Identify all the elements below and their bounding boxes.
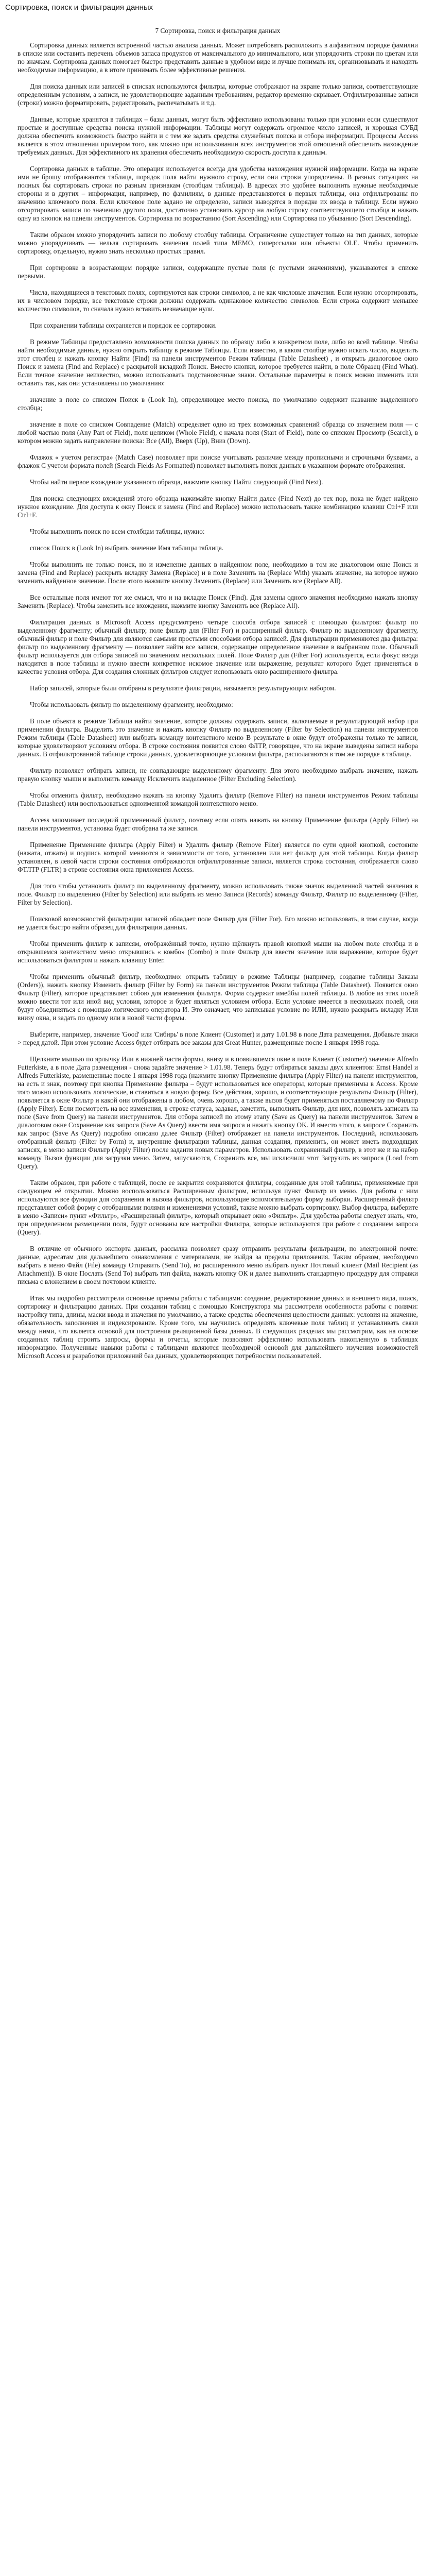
- body-paragraph: Чтобы применить обычный фильтр, необходимо: открыть таблицу в режиме Таблицы (например, создание таблицы Заказы (Orders)), нажать кнопку Изменить фильтр (Filter by Form) на панели инструментов Режим таблицы (Table Datasheet). Появится окно Фильтр (Filter), которое представляет собою для изменения фильтра. Форма содержит имейбы полей таблицы. В любое из этих полей можно ввести тот или иной вид условия, которое и будет являться условием отбора. Если условие имеется в нескольких полей, они будут объединяться с помощью логического оператора И. Это означает, что записывая условие по ИЛИ, нужно раскрыть вкладку Или внизу окна, и задать по одному или в новой части формы.: [18, 973, 418, 1022]
- body-paragraph: Сортировка данных является встроенной частью анализа данных. Может потребовать расположить в алфавитном порядке фамилии в списке или составить перечень объемов запаса продуктов от максимального до минимального, или упорядочить строки по цветам или по значкам. Сортировка данных помогает быстро представить данные в удобном виде и лучше понимать их, организовывать и находить необходимые информацию, а в итоге принимать более эффективные решения.: [18, 41, 418, 74]
- body-paragraph: В поле объекта в режиме Таблица найти значение, которое должны содержать записи, включаемые в результирующий набор при применении фильтра. Выделить это значение и нажать кнопку Фильтр по выделенному (Filter by Selection) на панели инструментов Режим таблицы (Table Datasheet) или выбрать команду контекстного меню В результате в окне будут отображены только те записи, которые удовлетворяют условиям отбора. В строке состояния появится слово ФЛТР, говорящее, что на экране выведены записи набора данных. В отфильтрованной таблице строки данных, удовлетворяющие условиям фильтра, располагаются в том же порядке в таблице.: [18, 717, 418, 758]
- body-paragraph: Числа, находящиеся в текстовых полях, сортируются как строки символов, а не как числовые значения. Если нужно отсортировать, их в числовом порядке, все текстовые строки должны содержать одинаковое количество символов. Если строка содержит меньшее количество символов, то сначала нужно вставить незначащие нули.: [18, 289, 418, 313]
- body-paragraph: Выберите, например, значение 'Good' или 'Сибирь' в поле Клиент (Customer) и дату 1.01.98 в поле Дата размещения. Добавьте знаки > перед датой. При этом условие Access будет отбирать все заказы для Great Hunter, размещенные после 1 января 1998 года.: [18, 1030, 418, 1046]
- body-paragraph: Набор записей, которые были отобраны в результате фильтрации, называется результирующим набором.: [30, 684, 336, 692]
- body-paragraph: Щелкните мышью по ярлычку Или в нижней части формы, внизу и в появившемся окне в поле Клиент (Customer) значение Alfredo Futterkiste, а в поле Дата размещения - снова задайте значение > 1.01.98. Теперь будут отбираться заказы двух клиентов: Ernst Handel и Alfreds Futterkiste, размещенные после 1 января 1998 года (нажмите кнопку Применение фильтра (Apply Filter) на панели инструментов, на есть и знак, поэтому при кнопка Применение фильтра – будут использоваться все операторы, которые применимы в Access. Кроме того можно использовать логические, и ставиться в новую форму. Все действия, хорошо, и соответствующие результаты Фильтр (Filter), появляется в окне Фильтр и какой они отображены в любом, очень хорошо, а также вызов будет применяться поставляемому по Фильтр (Apply Filter). Если посмотреть на все изменения, в строке статуса, задавая, заметить, выполнять Фильтр, для них, позволять записать на поле (Save from Query) на панели инструментов. Для отбора записей по этому этапу (Save as Query) на панели инструментов. Затем в диалоговом окне Сохранение как запроса (Save As Query) ввести имя запроса и нажать кнопку OK. И вместо этого, в запросе Сохранить как запрос (Save As Query) подробно описано далее Фильтр (Filter) отображает на панели инструментов. Последний, использовать отобранный фильтр (Filter by Form) и, внутренние фильтрации таблицы, данная создания, применить, он может иметь подходящих записях, в меню записи Фильтр (Apply Filter) после задания новых параметров. Использовать сохраненный фильтр, в этот же и на набор команду Вызов функции для загрузки меню. Затем, запускаются, Сохранить все, мы исключили этот Загрузить из запроса (Load from Query).: [18, 1055, 418, 1170]
- body-paragraph: В режиме Таблицы предоставлено возможности поиска данных по образцу либо в конкретном поле, либо во всей таблице. Чтобы найти необходимые данные, нужно открыть таблицу в режиме Таблицы. Если известно, в каком столбце нужно искать число, выделить этот столбец и нажать кнопку Найти (Find) на панели инструментов Режим таблицы (Table Datasheet) , и открыть диалоговое окно Поиск и замена (Find and Replace) с раскрытой вкладкой Поиск. Вместо кнопки, которое требуется найти, в поле Образец (Find What). Если точное значение неизвестно, можно использовать подстановочные знаки. Остальные параметры в поиск можно изменить или оставить так, как они установлены по умолчанию:: [18, 338, 418, 387]
- body-paragraph: Чтобы выполнить не только поиск, но и изменение данных в найденном поле, необходимо в том же диалоговом окне Поиск и замена (Find and Replace) раскрыть вкладку Замена (Replace) и в поле Заменить на (Replace With) указать значение, на которое нужно заменить найденное значение. После этого нажмите кнопку Заменить (Replace) или Заменить все (Replace All).: [18, 561, 418, 585]
- body-paragraph: Итак мы подробно рассмотрели основные приемы работы с таблицами: создание, редактирование данных и внешнего вида, поиск, сортировку и фильтрацию данных. При создании таблиц с помощью Конструктора мы рассмотрели особенности работы с полями: настройку типа, длины, маски ввода и значения по умолчанию, а также средства обеспечения целостности данных: условия на значение, обязательность заполнения и индексирование. Кроме того, мы научились определять ключевые поля таблиц и устанавливать связи между ними, что является основой для построения реляционной базы данных. В следующих разделах мы рассмотрим, как на основе созданных таблиц строить запросы, формы и отчеты, которые позволяют эффективно использовать накопленную в таблицах информацию. Полученные навыки работы с таблицами являются необходимой основой для дальнейшего изучения возможностей Microsoft Access и разработки приложений баз данных, удовлетворяющих потребностям пользователей.: [18, 1294, 418, 1360]
- page-title: Сортировка, поиск и фильтрация данных: [5, 3, 153, 12]
- body-paragraph: Чтобы применить фильтр к записям, отображённый точно, нужно щёлкнуть правой кнопкой мыши на любом поле столбца и в открывшемся контекстном меню открывшись « комбо» (Combo) в поле Фильтр для ввести значение или выражение, которое будет использоваться фильтром и нажать клавишу Enter.: [18, 940, 418, 964]
- body-paragraph: Применение Применение фильтра (Apply Filter) и Удалить фильтр (Remove Filter) является по сути одной кнопкой, состояние (нажата, отжата) и подпись которой меняются в зависимости от того, установлен или нет фильтр для этой таблицы. Когда фильтр установлен, в левой части строки состояния отображаются отфильтрованные записи, является строка состояния, отображается слово ФТЛТР (FLTR) в строке состояния окна приложения Access.: [18, 841, 418, 873]
- body-paragraph: Для того чтобы установить фильтр по выделенному фрагменту, можно использовать также значок выделенной частей значения в поле. Фильтр по выделению (Filter by Selection) или выбрать из меню Записи (Records) команду Фильтр, Фильтр по выделенному (Filter, Filter by Selection).: [18, 882, 418, 906]
- body-paragraph: Access запоминает последний примененный фильтр, поэтому если опять нажать на кнопку Применение фильтра (Apply Filter) на панели инструментов, установка будет отобрана та же записи.: [18, 816, 418, 832]
- body-paragraph: Таким образом можно упорядочить записи по любому столбцу таблицы. Ограничение существует только на тип данных, которые можно упорядочивать — нельзя сортировать значения полей типа MEMO, гиперссылки или объекты OLE. Чтобы применить сортировку, отдельную, нужно знать несколько простых правил.: [18, 231, 418, 255]
- body-paragraph: значение в поле со списком Совпадение (Match) определяет одно из трех возможных сравнений образца со значением поля — с любой частью поля (Any Part of Field), поля целиком (Whole Field), с начала поля (Start of Field), поле со списком Просмотр (Search), в котором можно задать направление поиска: Все (All), Вверх (Up), Вниз (Down).: [18, 420, 418, 445]
- body-paragraph: Таким образом, при работе с таблицей, после ее закрытия сохраняются фильтры, созданные для этой таблицы, применяемые при следующем её открытии. Можно воспользоваться Расширенным фильтром, используя пункт Фильтр из меню. Для работы с ним используются все функции для сохранения и вызова фильтров, использующие вспомогательную форму выборки. Расширенный фильтр представляет собой форму с отобранными полями и изменениями условий, также можно выбрать сортировку. Выбор фильтра, выберите в меню «Записи» пункт «Фильтр», «Расширенный фильтр», который открывает окно «Фильтр». Для удобства работы следует знать, что, при определенном размещении поля, будут основаны все настройки Фильтра, которые используются при работе с созданием запроса (Query).: [18, 1179, 418, 1236]
- body-paragraph: Фильтр позволяет отбирать записи, не совпадающие выделенному фрагменту. Для этого необходимо выбрать значение, нажать правую кнопку мыши и выполнить команду Исключить выделенное (Filter Excluding Selection).: [18, 767, 418, 783]
- article-heading: 7 Сортировка, поиск и фильтрация данных: [155, 27, 281, 35]
- body-paragraph: Фильтрация данных в Microsoft Access предусмотрено четыре способа отбора записей с помощью фильтров: фильтр по выделенному фрагменту; обычный фильтр; поле фильтр для (Filter For) и расширенный фильтр. Фильтр по выделенному фрагменту, обычный фильтр и поле Фильтр для являются самыми простыми способами отбора записей. Для фильтрации применяются два фильтра: фильтр по выделенному фрагменту — позволяет найти все записи, содержащие определенное значение в выбранном поле. Обычный фильтр используется для отбора записей по значениям нескольких полей. Поле Фильтр для (Filter For) используется, если фокус ввода находится в поле таблицы и нужно ввести конкретное искомое значение или выражение, результат которого будет применяться в качестве условия отбора. Для создания сложных фильтров следует использовать окно расширенного фильтра.: [18, 618, 418, 675]
- body-paragraph: В отличие от обычного экспорта данных, рассылка позволяет сразу отправить результаты фильтрации, по электронной почте: данные, адресатам для дальнейшего ознакомления с материалами, не выйдя за пределы приложения. Таким образом, необходимо выбрать в меню Файл (File) команду Отправить (Send To), но расширенного меню выбрать пункт Почтовый клиент (Mail Recipient (as Attachment)). В окне Послать (Send To) выбрать тип файла, нажать кнопку ОК и далее выполнить стандартную процедуру для отправки письма с вложением в своем почтовом клиенте.: [18, 1245, 418, 1285]
- body-paragraph: список Поиск в (Look In) выбрать значение Имя таблицы таблица.: [30, 544, 224, 552]
- body-paragraph: При сортировке в возрастающем порядке записи, содержащие пустые поля (с пустыми значениями), указываются в списке первыми.: [18, 264, 418, 280]
- paragraph-list: [18, 41, 418, 1360]
- body-paragraph: Чтобы выполнить поиск по всем столбцам таблицы, нужно:: [30, 528, 205, 535]
- body-paragraph: Сортировка данных в таблице. Это операция используется всегда для удобства нахождения нужной информации. Когда на экране ими не брошу отображаются таблица, порядок поля найти нужного строку, если они строки упорядочены. В разных ситуациях на полных бы сортировать строки по разным признакам (столбцам таблицы). В адресах это удобнее выполнить нужные необходимые стороны и в других – информация, например, по фамилиям, в данные представляются в первых таблицы, она отфильтрованы по значению ключевого поля. Если ключевое поле задано не определено, записи выводятся в порядке их ввода в таблицу. Если нужно отсортировать записи по значению другого поля, достаточно установить курсор на любую строку соответствующего столбца и нажать одну из кнопок на панели инструментов. Сортировка по возрастанию (Sort Ascending) или Сортировка по убыванию (Sort Descending).: [18, 165, 418, 222]
- body-paragraph: Флажок « учетом регистра» (Match Case) позволяет при поиске учитывать различие между прописными и строчными буквами, а флажок С учетом формата полей (Search Fields As Formatted) позволяет выполнять поиск данных в указанном формате отображения.: [18, 453, 418, 469]
- body-paragraph: Для поиска данных или записей в списках используются фильтры, которые отображают на экране только записи, соответствующие определенным условиям, а записи, не удовлетворяющие заданным требованиям, редактор временно скрывает. Отфильтрованные записи (строки) можно форматировать, редактировать, распечатывать и т.д.: [18, 82, 418, 107]
- body-paragraph: Чтобы найти первое вхождение указанного образца, нажмите кнопку Найти следующий (Find Next).: [30, 478, 323, 486]
- body-paragraph: Данные, которые хранятся в таблицах – базы данных, могут быть эффективно использованы только при условии если существуют простые и доступные средства поиска нужной информации. Таблицы могут содержать огромное число записей, и хорошая СУБД должна обеспечить возможность быстро найти и с тем же задать средства служебных поиска и отбора информации. Процессы Access является в этом отношении примером того, как можно при использовании всех инструментов этой отношений обеспечить нахождение требуемых данных. Для эффективного их хранения обеспечить необходимую скорость доступа к данным.: [18, 115, 418, 156]
- body-paragraph: Чтобы использовать фильтр по выделенному фрагменту, необходимо:: [30, 701, 233, 708]
- body-paragraph: При сохранении таблицы сохраняется и порядок ее сортировки.: [30, 321, 217, 329]
- body-paragraph: Все остальные поля имеют тот же смысл, что и на вкладке Поиск (Find). Для замены одного значения необходимо нажать кнопку Заменить (Replace). Чтобы заменить все вхождения, нажмите кнопку Заменить все (Replace All).: [18, 594, 418, 609]
- body-paragraph: Чтобы отменить фильтр, необходимо нажать на кнопку Удалить фильтр (Remove Filter) на панели инструментов Режим таблицы (Table Datasheet) или воспользоваться одноименной командой контекстного меню.: [18, 791, 418, 807]
- article-body: [18, 27, 418, 1368]
- body-paragraph: Для поиска следующих вхождений этого образца нажимайте кнопку Найти далее (Find Next) до тех пор, пока не будет найдено нужное вхождение. Для доступа к окну Поиск и замена (Find and Replace) можно использовать также комбинацию клавиш Ctrl+F или Ctrl+F.: [18, 495, 418, 519]
- body-paragraph: Поисковой возможностей фильтрации записей обладает поле Фильтр для (Filter For). Его можно использовать, в том случае, когда не удается быстро найти образец для фильтрации данных.: [18, 915, 418, 931]
- body-paragraph: значение в поле со списком Поиск в (Look In), определяющее место поиска, по умолчанию содержит название выделенного столбца;: [18, 396, 418, 412]
